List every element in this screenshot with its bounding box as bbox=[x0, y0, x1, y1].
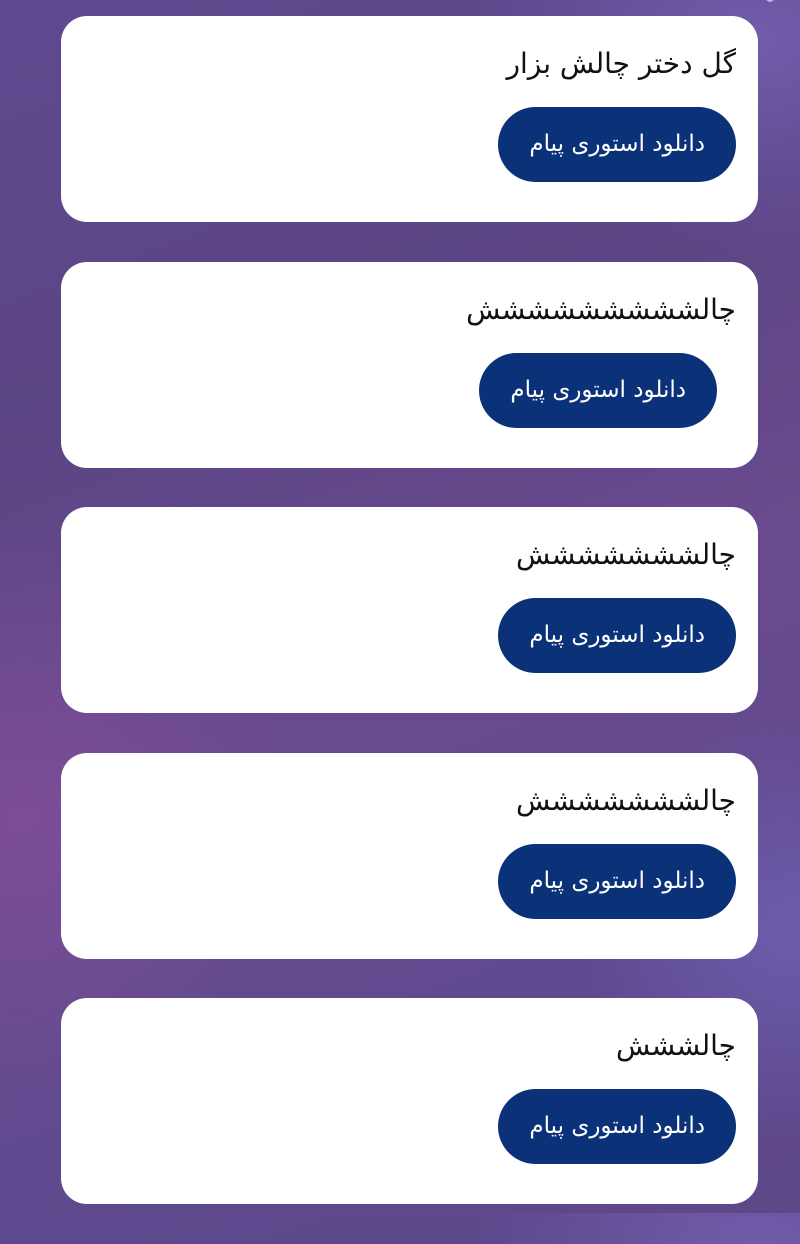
story-card bbox=[61, 753, 758, 959]
story-card-list bbox=[61, 16, 758, 1244]
story-card-title: چالششششششششش bbox=[466, 292, 736, 326]
download-story-button[interactable]: دانلود استوری پیام bbox=[479, 353, 717, 428]
story-card-title: چالششش bbox=[615, 1029, 736, 1062]
story-card bbox=[61, 507, 758, 713]
story-card bbox=[61, 998, 758, 1204]
story-card bbox=[61, 262, 758, 468]
story-card-title: چالششششششش bbox=[516, 538, 736, 571]
download-story-button[interactable]: دانلود استوری پیام bbox=[498, 107, 736, 182]
story-card bbox=[61, 16, 758, 222]
download-story-button[interactable]: دانلود استوری پیام bbox=[498, 598, 736, 673]
story-card-title: گل دختر چالش بزار bbox=[506, 47, 736, 80]
top-corner-mark bbox=[766, 0, 774, 2]
download-story-button[interactable]: دانلود استوری پیام bbox=[498, 1089, 736, 1164]
download-story-button[interactable]: دانلود استوری پیام bbox=[498, 844, 736, 919]
story-card-title: چالششششششش bbox=[516, 783, 736, 817]
